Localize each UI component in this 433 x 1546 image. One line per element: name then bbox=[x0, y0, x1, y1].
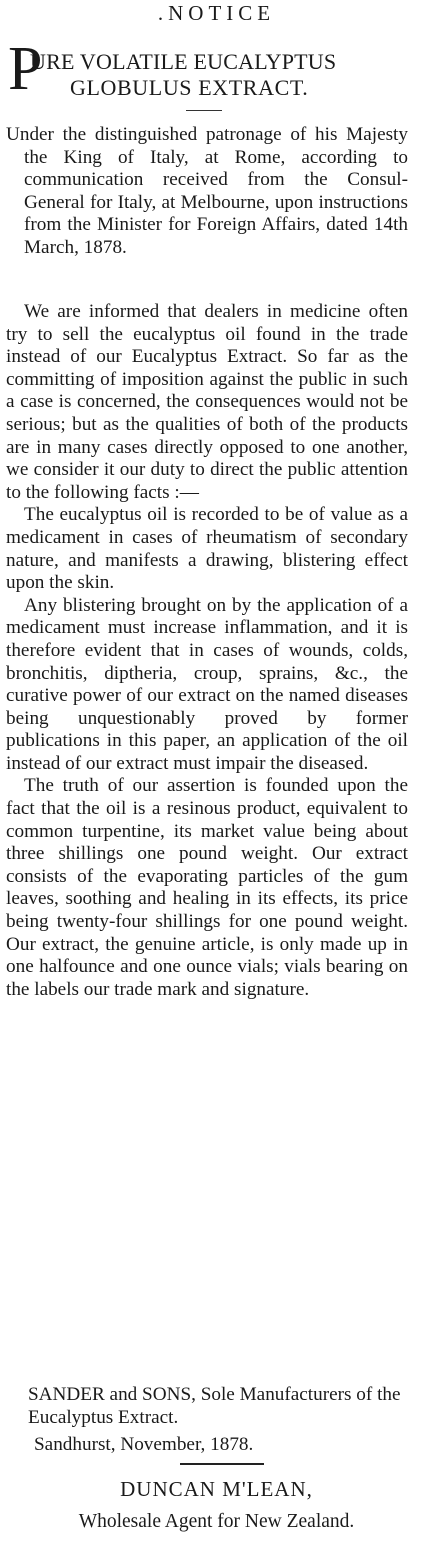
article-body bbox=[6, 301, 408, 1001]
dateline: Sandhurst, November, 1878. bbox=[34, 1434, 254, 1455]
paragraph-3: Any blistering brought on by the application of a medicament must increase inflammation, and it is therefore evident that in cases of wounds, colds, bronchitis, diptheria, croup, sprains, &c., the curative power of our extract on the named diseases being unquestionably proved by former publications in this paper, an application of the oil instead of our extract must impair the diseased. bbox=[6, 594, 408, 774]
headline-line-2: GLOBULUS EXTRACT. bbox=[70, 75, 309, 100]
drop-cap: P bbox=[8, 35, 43, 103]
long-divider bbox=[180, 1463, 264, 1465]
agent-name: DUNCAN M'LEAN, bbox=[120, 1477, 313, 1501]
paragraph-2: The eucalyptus oil is recorded to be of value as a medicament in cases of rheumatism of secondary nature, and manifests a drawing, blistering effect upon the skin. bbox=[6, 504, 408, 594]
paragraph-4: The truth of our assertion is founded upon the fact that the oil is a resinous product, equivalent to common turpentine, its market value being about three shillings one pound weight. Our extract consists of the evaporating particles of the gum leaves, soothing and healing in its effects, its price being twenty-four shillings for one pound weight. Our extract, the genuine article, is only made up in one halfounce and one ounce vials; vials bearing on the labels our trade mark and signature. bbox=[6, 775, 408, 1000]
short-divider bbox=[186, 110, 222, 111]
headline bbox=[8, 35, 428, 108]
notice-heading: .NOTICE bbox=[157, 1, 276, 25]
manufacturer-signature: SANDER and SONS, Sole Manufacturers of the Eucalyptus Extract. bbox=[28, 1384, 401, 1428]
patronage-block bbox=[6, 124, 408, 260]
agent-role: Wholesale Agent for New Zealand. bbox=[78, 1511, 355, 1532]
patronage-paragraph: Under the distinguished patronage of his Majesty the King of Italy, at Rome, according to communication received from the Consul-General for Italy, at Melbourne, upon instructions from the Minister for Foreign Affairs, dated 14th March, 1878. bbox=[6, 124, 408, 258]
headline-line-1: URE VOLATILE EUCALYPTUS bbox=[30, 49, 337, 74]
paragraph-1: We are informed that dealers in medicine often try to sell the eucalyptus oil found in the trade instead of our Eucalyptus Extract. So far as the committing of imposition against the public in such a case is concerned, the consequences would not be serious; but as the qualities of both of the products are in many cases directly opposed to one another, we consider it our duty to direct the public attention to the following facts :— bbox=[6, 301, 408, 503]
